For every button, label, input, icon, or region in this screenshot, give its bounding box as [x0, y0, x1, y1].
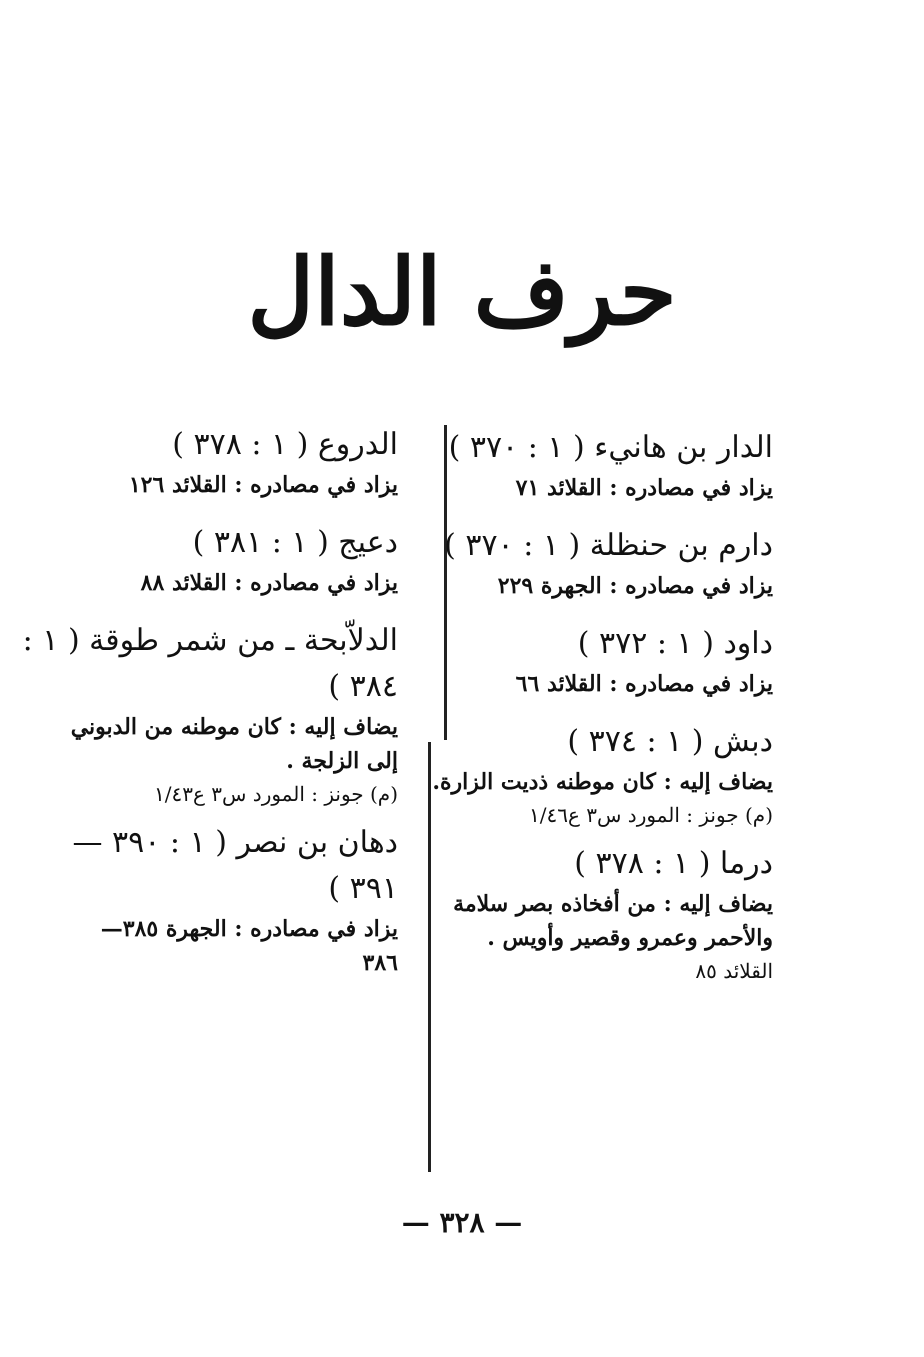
entry-heading: داود ( ١ : ٣٧٢ ) [577, 626, 773, 661]
entry-heading-continuation: ٣٩١ ) [328, 871, 398, 906]
left-column [22, 422, 398, 980]
entry-heading: دعيج ( ١ : ٣٨١ ) [192, 525, 398, 560]
entry-heading: دبش ( ١ : ٣٧٤ ) [567, 724, 773, 759]
entry-text: إلى الزلجة . [286, 748, 398, 774]
entry-heading: الدار بن هانيء ( ١ : ٣٧٠ ) [448, 430, 773, 465]
entry-text: يزاد في مصادره : القلائد ٦٦ [515, 671, 773, 697]
chapter-title: حرف الدال [247, 238, 677, 346]
entry-text: يضاف إليه : كان موطنه من الدبوني [70, 714, 398, 740]
entry-heading: دارم بن حنظلة ( ١ : ٣٧٠ ) [444, 528, 773, 563]
entry-heading: دهان بن نصر ( ١ : ٣٩٠ — [72, 825, 398, 860]
entry-text: يزاد في مصادره : الجهرة ٢٢٩ [497, 573, 773, 599]
entry-reference: القلائد ٨٥ [695, 959, 773, 983]
entry-reference: (م) جونز : المورد س٣ ع١/٤٣ [154, 782, 398, 806]
entry-text: يزاد في مصادره : القلائد ١٢٦ [128, 472, 398, 498]
entry-heading: الدروع ( ١ : ٣٧٨ ) [172, 427, 398, 462]
column-divider-upper [444, 425, 447, 740]
entry-reference: (م) جونز : المورد س٣ ع١/٤٦ [529, 803, 773, 827]
entry-text: يضاف إليه : كان موطنه ذديت الزارة. [432, 769, 773, 795]
entry-text: ٣٨٦ [362, 950, 398, 976]
column-divider-lower [428, 742, 431, 1172]
entry-text: يزاد في مصادره : الجهرة ٣٨٥— [100, 916, 398, 942]
right-column [432, 425, 773, 987]
entry-heading: درما ( ١ : ٣٧٨ ) [574, 846, 773, 881]
entry-text: يزاد في مصادره : القلائد ٨٨ [140, 570, 398, 596]
entry-text: يضاف إليه : من أفخاذه بصر سلامة [453, 891, 773, 917]
entry-text: يزاد في مصادره : القلائد ٧١ [515, 475, 773, 501]
page-number: — ٣٢٨ — [401, 1206, 523, 1239]
entry-heading-continuation: ٣٨٤ ) [328, 669, 398, 704]
entry-text: والأحمر وعمرو وقصير وأويس . [487, 925, 773, 951]
entry-heading: الدلاّبحة ـ من شمر طوقة ( ١ : [22, 623, 398, 658]
